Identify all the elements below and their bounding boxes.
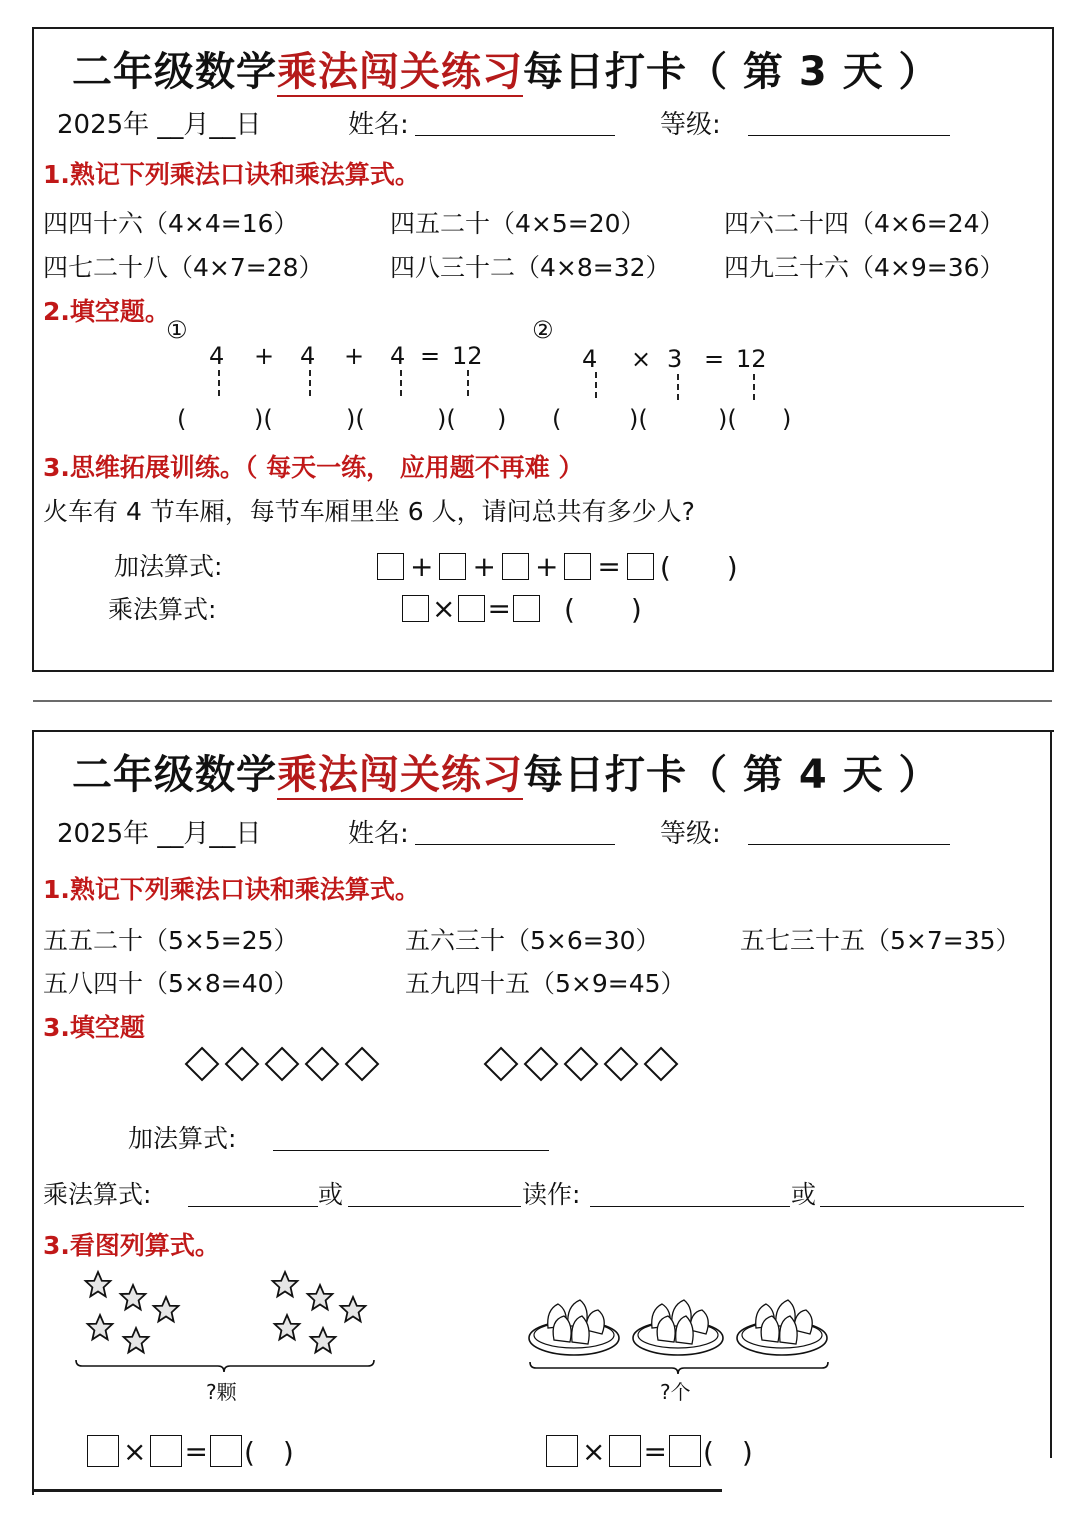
expr-term: 12 xyxy=(736,345,767,373)
read-as-label: 读作: xyxy=(522,1180,581,1209)
expr-term: 4 xyxy=(300,342,316,370)
title-prefix: 二年级数学 xyxy=(72,49,277,95)
section-heading-2: 2.填空题。 xyxy=(43,297,170,326)
page-divider xyxy=(33,700,1052,702)
answer-box[interactable] xyxy=(627,553,654,580)
connector-line xyxy=(218,370,220,396)
read-as-field-2[interactable] xyxy=(820,1184,1024,1207)
diamond-icon-row xyxy=(184,1046,384,1082)
stars-equation: × = ( ) xyxy=(87,1431,300,1471)
formula-item: 五六三十（5×6=30） xyxy=(405,926,661,955)
answer-box[interactable] xyxy=(377,553,404,580)
stars-caption: ?颗 xyxy=(206,1380,237,1404)
connector-line xyxy=(595,372,597,398)
formula-item: 四六二十四（4×6=24） xyxy=(724,209,1005,238)
multiplication-label: 乘法算式: xyxy=(43,1180,152,1209)
addition-label: 加法算式: xyxy=(128,1124,237,1153)
worksheet-title-day-4 xyxy=(72,743,940,800)
diamond-group-2 xyxy=(483,1046,683,1086)
connector-line xyxy=(400,370,402,396)
title-prefix: 二年级数学 xyxy=(72,752,277,798)
name-field[interactable] xyxy=(415,113,615,136)
formula-item: 五九四十五（5×9=45） xyxy=(405,969,686,998)
answer-blank[interactable]: )( xyxy=(437,405,456,433)
multiplication-label: 乘法算式: xyxy=(108,595,217,624)
section-heading-3: 3.思维拓展训练。（ 每天一练， 应用题不再难 ） xyxy=(43,453,584,482)
addition-label: 加法算式: xyxy=(114,552,223,581)
unit-blank[interactable]: ( ) xyxy=(702,1436,753,1469)
unit-blank[interactable]: ( ) xyxy=(243,1436,294,1469)
or-label: 或 xyxy=(791,1180,817,1209)
multiplication-answer-field-1[interactable] xyxy=(188,1184,318,1207)
connector-line xyxy=(467,370,469,396)
formula-item: 四九三十六（4×9=36） xyxy=(724,253,1005,282)
answer-blank[interactable]: )( xyxy=(346,405,365,433)
answer-box[interactable] xyxy=(402,595,429,622)
addition-answer-field[interactable] xyxy=(273,1128,549,1151)
connector-line xyxy=(309,370,311,396)
formula-item: 五七三十五（5×7=35） xyxy=(740,926,1021,955)
connector-line xyxy=(753,374,755,400)
date-field[interactable]: 2025年 __月__日 xyxy=(57,819,262,849)
unit-blank[interactable]: ( ) xyxy=(563,593,642,626)
answer-blank[interactable]: ) xyxy=(497,405,507,433)
connector-line xyxy=(677,374,679,400)
peaches-equation: × = ( ) xyxy=(546,1431,759,1471)
expr-term: 4 xyxy=(582,345,598,373)
word-problem: 火车有 4 节车厢，每节车厢里坐 6 人，请问总共有多少人? xyxy=(43,497,695,526)
answer-blank[interactable]: )( xyxy=(254,405,273,433)
answer-box[interactable] xyxy=(439,553,466,580)
card-border-right xyxy=(1050,730,1052,1458)
multiplication-answer-field-2[interactable] xyxy=(348,1184,521,1207)
name-label: 姓名: xyxy=(348,819,409,849)
expr-op: + xyxy=(254,342,275,370)
grade-label: 等级: xyxy=(660,110,721,140)
expr-term: 12 xyxy=(452,342,483,370)
worksheet-title-day-3 xyxy=(72,40,940,97)
answer-box[interactable] xyxy=(564,553,591,580)
card-border-bottom xyxy=(32,1489,722,1492)
grade-label: 等级: xyxy=(660,819,721,849)
answer-box[interactable] xyxy=(150,1435,182,1467)
or-label: 或 xyxy=(318,1180,344,1209)
answer-blank[interactable]: ) xyxy=(782,405,792,433)
section-heading-1: 1.熟记下列乘法口诀和乘法算式。 xyxy=(43,875,420,904)
formula-item: 四八三十二（4×8=32） xyxy=(390,253,671,282)
expr-op: × xyxy=(631,345,652,373)
title-suffix: 每日打卡（ 第 3 天 ） xyxy=(523,49,940,95)
title-suffix: 每日打卡（ 第 4 天 ） xyxy=(523,752,940,798)
answer-blank[interactable]: )( xyxy=(629,405,648,433)
answer-box[interactable] xyxy=(609,1435,641,1467)
title-highlight: 乘法闯关练习 xyxy=(277,752,523,798)
section-heading-2: 3.填空题 xyxy=(43,1013,145,1042)
read-as-field-1[interactable] xyxy=(590,1184,790,1207)
answer-box[interactable] xyxy=(458,595,485,622)
answer-box[interactable] xyxy=(210,1435,242,1467)
date-field[interactable]: 2025年 __月__日 xyxy=(57,110,262,140)
diamond-icon-row xyxy=(483,1046,683,1082)
answer-blank[interactable]: ( xyxy=(552,405,562,433)
expr-op: = xyxy=(704,345,725,373)
section-heading-1: 1.熟记下列乘法口诀和乘法算式。 xyxy=(43,160,420,189)
formula-item: 四四十六（4×4=16） xyxy=(43,209,299,238)
expr-op: + xyxy=(344,342,365,370)
answer-blank[interactable]: )( xyxy=(718,405,737,433)
peaches-caption: ?个 xyxy=(660,1380,691,1404)
grade-field[interactable] xyxy=(748,113,950,136)
diamond-group-1 xyxy=(184,1046,384,1086)
name-field[interactable] xyxy=(415,822,615,845)
addition-equation: + + + = ( ) xyxy=(377,546,744,586)
answer-box[interactable] xyxy=(502,553,529,580)
expr-term: 4 xyxy=(209,342,225,370)
unit-blank[interactable]: ( ) xyxy=(659,551,738,584)
name-label: 姓名: xyxy=(348,110,409,140)
question-marker-2: ② xyxy=(532,316,554,344)
answer-box[interactable] xyxy=(669,1435,701,1467)
formula-item: 四七二十八（4×7=28） xyxy=(43,253,324,282)
question-marker-1: ① xyxy=(166,316,188,344)
expr-term: 4 xyxy=(390,342,406,370)
answer-box[interactable] xyxy=(513,595,540,622)
expr-op: = xyxy=(420,342,441,370)
multiplication-equation: × = ( ) xyxy=(402,588,648,628)
answer-box[interactable] xyxy=(87,1435,119,1467)
section-heading-3: 3.看图列算式。 xyxy=(43,1231,220,1260)
grade-field[interactable] xyxy=(748,822,950,845)
answer-blank[interactable]: ( xyxy=(177,405,187,433)
formula-item: 四五二十（4×5=20） xyxy=(390,209,646,238)
title-highlight: 乘法闯关练习 xyxy=(277,49,523,95)
formula-item: 五五二十（5×5=25） xyxy=(43,926,299,955)
expr-term: 3 xyxy=(667,345,683,373)
answer-box[interactable] xyxy=(546,1435,578,1467)
formula-item: 五八四十（5×8=40） xyxy=(43,969,299,998)
